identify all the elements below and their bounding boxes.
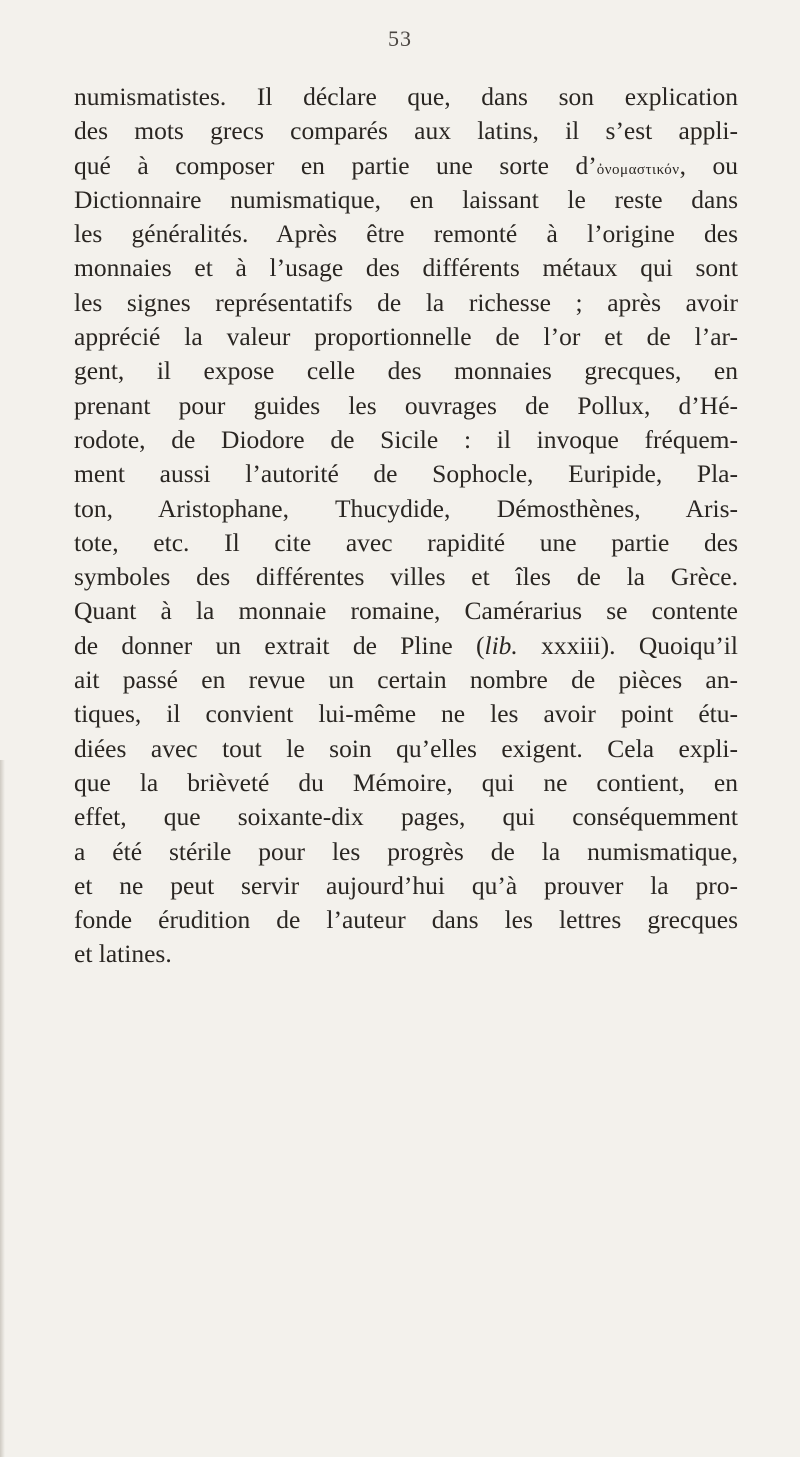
text-line: que la brièveté du Mémoire, qui ne contient, en bbox=[74, 767, 738, 797]
text-fragment: , ou bbox=[679, 150, 738, 180]
text-line bbox=[74, 149, 738, 183]
text-line: ait passé en revue un certain nombre de pièces an- bbox=[74, 665, 738, 695]
text-line: ment aussi l’autorité de Sophocle, Euripide, Pla- bbox=[74, 459, 738, 489]
text-line: effet, que soixante-dix pages, qui conséquemment bbox=[74, 802, 738, 832]
text-line: les généralités. Après être remonté à l’origine des bbox=[74, 219, 738, 249]
text-fragment: de donner un extrait de Pline ( bbox=[74, 630, 485, 660]
greek-word: ὀνομαστικόν bbox=[596, 161, 680, 178]
text-line: prenant pour guides les ouvrages de Pollux, d’Hé- bbox=[74, 390, 738, 420]
text-line bbox=[74, 629, 738, 663]
text-line: gent, il expose celle des monnaies grecques, en bbox=[74, 356, 738, 386]
text-line: des mots grecs comparés aux latins, il s’est appli- bbox=[74, 116, 738, 146]
text-line: ton, Aristophane, Thucydide, Démosthènes, Aris- bbox=[74, 493, 738, 523]
text-line: symboles des différentes villes et îles de la Grèce. bbox=[74, 562, 738, 592]
text-fragment: xxxiii). Quoiqu’il bbox=[517, 630, 738, 660]
text-line: apprécié la valeur proportionnelle de l’or et de l’ar- bbox=[74, 322, 738, 352]
body-paragraph bbox=[74, 80, 738, 972]
text-fragment: qué à composer en partie une sorte d’ bbox=[74, 150, 597, 180]
text-line: numismatistes. Il déclare que, dans son explication bbox=[74, 82, 738, 111]
binding-edge-shadow bbox=[0, 760, 5, 1457]
text-line: a été stérile pour les progrès de la numismatique, bbox=[74, 836, 738, 866]
text-line: rodote, de Diodore de Sicile : il invoque fréquem- bbox=[74, 424, 738, 454]
text-line: tote, etc. Il cite avec rapidité une partie des bbox=[74, 527, 738, 557]
text-line: monnaies et à l’usage des différents métaux qui sont bbox=[74, 253, 738, 283]
text-line: les signes représentatifs de la richesse ; après avoir bbox=[74, 287, 738, 317]
text-line: et ne peut servir aujourd’hui qu’à prouver la pro- bbox=[74, 870, 738, 900]
text-line: diées avec tout le soin qu’elles exigent. Cela expli- bbox=[74, 733, 738, 763]
text-line: et latines. bbox=[74, 939, 172, 969]
italic-abbreviation: lib. bbox=[484, 630, 518, 660]
text-line: Dictionnaire numismatique, en laissant le reste dans bbox=[74, 184, 738, 214]
page-number: 53 bbox=[388, 26, 412, 51]
text-line: tiques, il convient lui-même ne les avoir point étu- bbox=[74, 699, 738, 729]
text-line: fonde érudition de l’auteur dans les lettres grecques bbox=[74, 905, 738, 935]
text-line: Quant à la monnaie romaine, Camérarius se contente bbox=[74, 596, 738, 626]
